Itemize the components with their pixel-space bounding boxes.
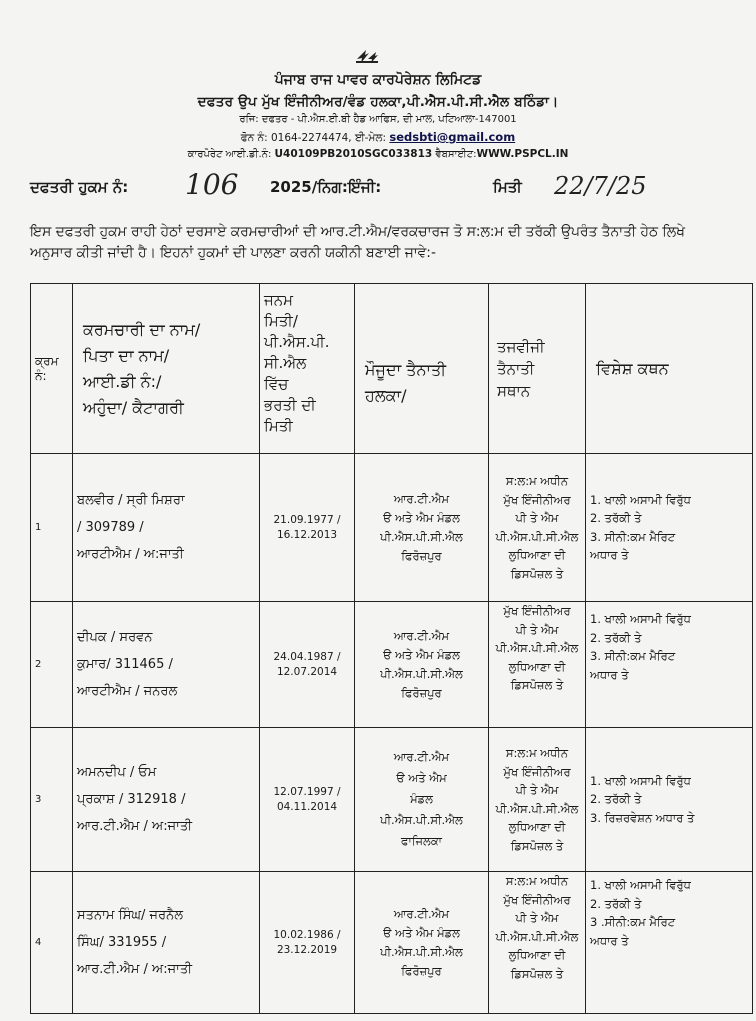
dob-joining: 12.07.1997 / 04.11.2014 bbox=[260, 728, 355, 872]
header-dob: ਜਨਮ ਮਿਤੀ/ ਪੀ.ਐਸ.ਪੀ. ਸੀ.ਐਲ ਵਿੱਚ ਭਰਤੀ ਦੀ ਮਿਤੀ bbox=[260, 284, 355, 454]
header-serial: ਕ੍ਰਮ ਨੰ: bbox=[31, 284, 73, 454]
remarks: 1. ਖਾਲੀ ਅਸਾਮੀ ਵਿਰੁੱਧ 2. ਤਰੱਕੀ ਤੇ 3. ਸੀਨੀ:ਕਮ ਮੈਰਿਟ ਅਧਾਰ ਤੇ bbox=[586, 602, 753, 728]
intro-paragraph: ਇਸ ਦਫਤਰੀ ਹੁਕਮ ਰਾਹੀ ਹੇਠਾਂ ਦਰਸਾਏ ਕਰਮਚਾਰੀਆਂ ਦੀ ਆਰ.ਟੀ.ਐਮ/ਵਰਕਚਾਰਜ ਤੋ ਸ:ਲ:ਮ ਦੀ ਤਰੱਕੀ ਉਪਰੰਤ ਤੈਨਾਤੀ ਹੇਠ ਲਿਖੇ ਅਨੁਸਾਰ ਕੀਤੀ ਜਾਂਦੀ ਹੈ। ਇਹਨਾਂ ਹੁਕਮਾਂ ਦੀ ਪਾਲਣਾ ਕਰਨੀ ਯਕੀਨੀ ਬਣਾਈ ਜਾਵੇ:- bbox=[30, 224, 685, 261]
cin-value: U40109PB2010SGC033813 bbox=[274, 148, 433, 160]
date-label: ਮਿਤੀ bbox=[493, 178, 522, 196]
current-posting: ਆਰ.ਟੀ.ਐਮ ੳ ਅਤੇ ਐਮ ਮੰਡਲ ਪੀ.ਐਸ.ਪੀ.ਸੀ.ਐਲ ਫਿਰੋਜ਼ਪੁਰ bbox=[355, 602, 489, 728]
proposed-posting: ਸ:ਲ:ਮ ਅਧੀਨ ਮੁੱਖ ਇੰਜੀਨੀਅਰ ਪੀ ਤੇ ਐਮ ਪੀ.ਐਸ.ਪੀ.ਸੀ.ਐਲ ਲੁਧਿਆਣਾ ਦੀ ਡਿਸਪੋਜ਼ਲ ਤੇ bbox=[489, 872, 586, 1014]
remarks: 1. ਖਾਲੀ ਅਸਾਮੀ ਵਿਰੁੱਧ 2. ਤਰੱਕੀ ਤੇ 3 .ਸੀਨੀ:ਕਮ ਮੈਰਿਟ ਅਧਾਰ ਤੇ bbox=[586, 872, 753, 1014]
contact-line bbox=[0, 130, 756, 145]
proposed-posting: ਸ:ਲ:ਮ ਅਧੀਨ ਮੁੱਖ ਇੰਜੀਨੀਅਰ ਪੀ ਤੇ ਐਮ ਪੀ.ਐਸ.ਪੀ.ਸੀ.ਐਲ ਲੁਧਿਆਣਾ ਦੀ ਡਿਸਪੋਜ਼ਲ ਤੇ bbox=[489, 728, 586, 872]
remarks: 1. ਖਾਲੀ ਅਸਾਮੀ ਵਿਰੁੱਧ 2. ਤਰੱਕੀ ਤੇ 3. ਸੀਨੀ:ਕਮ ਮੈਰਿਟ ਅਧਾਰ ਤੇ bbox=[586, 454, 753, 602]
transfer-table bbox=[30, 283, 753, 1014]
table-row bbox=[31, 872, 753, 1014]
phone-text: ਫੋਨ ਨੰ: 0164-2274474, ਈ-ਮੇਲ: bbox=[240, 132, 387, 144]
dob-joining: 10.02.1986 / 23.12.2019 bbox=[260, 872, 355, 1014]
header-proposed-posting: ਤਜਵੀਜੀ ਤੈਨਾਤੀ ਸਥਾਨ bbox=[489, 284, 586, 454]
employee-details: ਬਲਵੀਰ / ਸ੍ਰੀ ਮਿਸ਼ਰਾ / 309789 / ਆਰਟੀਐਮ / ਅ:ਜਾਤੀ bbox=[73, 454, 260, 602]
header-employee: ਕਰਮਚਾਰੀ ਦਾ ਨਾਮ/ ਪਿਤਾ ਦਾ ਨਾਮ/ ਆਈ.ਡੀ ਨੰ:/ ਅਹੁੰਦਾ/ ਕੈਟਾਗਰੀ bbox=[73, 284, 260, 454]
pspcl-logo-icon bbox=[354, 46, 380, 66]
order-label: ਦਫਤਰੀ ਹੁਕਮ ਨੰ: bbox=[30, 178, 129, 196]
dob-joining: 21.09.1977 / 16.12.2013 bbox=[260, 454, 355, 602]
remarks: 1. ਖਾਲੀ ਅਸਾਮੀ ਵਿਰੁੱਧ 2. ਤਰੱਕੀ ਤੇ 3. ਰਿਜ਼ਰਵੇਸ਼ਨ ਅਧਾਰ ਤੇ bbox=[586, 728, 753, 872]
corporate-id-line bbox=[0, 148, 756, 160]
table-header-row bbox=[31, 284, 753, 454]
current-posting: ਆਰ.ਟੀ.ਐਮ ੳ ਅਤੇ ਐਮ ਮੰਡਲ ਪੀ.ਐਸ.ਪੀ.ਸੀ.ਐਲ ਫਿਰੋਜ਼ਪੁਰ bbox=[355, 872, 489, 1014]
proposed-posting: ਸ:ਲ:ਮ ਅਧੀਨ ਮੁੱਖ ਇੰਜੀਨੀਅਰ ਪੀ ਤੇ ਐਮ ਪੀ.ਐਸ.ਪੀ.ਸੀ.ਐਲ ਲੁਧਿਆਣਾ ਦੀ ਡਿਸਪੋਜ਼ਲ ਤੇ bbox=[489, 454, 586, 602]
employee-details: ਦੀਪਕ / ਸਰਵਨ ਕੁਮਾਰ/ 311465 / ਆਰਟੀਐਮ / ਜਨਰਲ bbox=[73, 602, 260, 728]
email-link[interactable]: sedsbti@gmail.com bbox=[389, 130, 516, 144]
registered-office: ਰਜਿ: ਦਫਤਰ - ਪੀ.ਐਸ.ਈ.ਬੀ ਹੈਡ ਆਫਿਸ, ਦੀ ਮਾਲ, ਪਟਿਆਲਾ-147001 bbox=[239, 114, 517, 125]
order-date: 22/7/25 bbox=[554, 172, 647, 200]
row-serial: 1 bbox=[31, 454, 73, 602]
website-link[interactable]: WWW.PSPCL.IN bbox=[476, 148, 569, 160]
row-serial: 3 bbox=[31, 728, 73, 872]
order-reference: 2025/ਨਿਗ:ਇੰਜੀ: bbox=[270, 178, 382, 196]
table-row bbox=[31, 454, 753, 602]
website-label: ਵੈਬਸਾਈਟ: bbox=[435, 149, 477, 160]
order-number: 106 bbox=[185, 168, 239, 201]
header-current-posting: ਮੌਜੂਦਾ ਤੈਨਾਤੀ ਹਲਕਾ/ bbox=[355, 284, 489, 454]
company-name: ਪੰਜਾਬ ਰਾਜ ਪਾਵਰ ਕਾਰਪੋਰੇਸ਼ਨ ਲਿਮਿਟਡ bbox=[274, 72, 482, 88]
current-posting: ਆਰ.ਟੀ.ਐਮ ੳ ਅਤੇ ਐਮ ਮੰਡਲ ਪੀ.ਐਸ.ਪੀ.ਸੀ.ਐਲ ਫਿਰੋਜ਼ਪੁਰ bbox=[355, 454, 489, 602]
proposed-posting: ਮੁੱਖ ਇੰਜੀਨੀਅਰ ਪੀ ਤੇ ਐਮ ਪੀ.ਐਸ.ਪੀ.ਸੀ.ਐਲ ਲੁਧਿਆਣਾ ਦੀ ਡਿਸਪੋਜ਼ਲ ਤੇ bbox=[489, 602, 586, 728]
header-remarks: ਵਿਸ਼ੇਸ਼ ਕਥਨ bbox=[586, 284, 753, 454]
table-row bbox=[31, 602, 753, 728]
cin-label: ਕਾਰਪੋਰੇਟ ਆਈ.ਡੀ.ਨੰ: bbox=[187, 149, 272, 160]
table-row bbox=[31, 728, 753, 872]
office-name: ਦਫਤਰ ਉਪ ਮੁੱਖ ਇੰਜੀਨੀਅਰ/ਵੰਡ ਹਲਕਾ,ਪੀ.ਐਸ.ਪੀ.ਸੀ.ਐਲ ਬਠਿੰਡਾ। bbox=[197, 94, 559, 110]
row-serial: 4 bbox=[31, 872, 73, 1014]
employee-details: ਸਤਨਾਮ ਸਿੰਘ/ ਜਰਨੈਲ ਸਿੰਘ/ 331955 / ਆਰ.ਟੀ.ਐਮ / ਅ:ਜਾਤੀ bbox=[73, 872, 260, 1014]
employee-details: ਅਮਨਦੀਪ / ਓਮ ਪ੍ਰਕਾਸ਼ / 312918 / ਆਰ.ਟੀ.ਐਮ / ਅ:ਜਾਤੀ bbox=[73, 728, 260, 872]
dob-joining: 24.04.1987 / 12.07.2014 bbox=[260, 602, 355, 728]
current-posting: ਆਰ.ਟੀ.ਐਮ ੳ ਅਤੇ ਐਮ ਮੰਡਲ ਪੀ.ਐਸ.ਪੀ.ਸੀ.ਐਲ ਫਾਜਿਲਕਾ bbox=[355, 728, 489, 872]
row-serial: 2 bbox=[31, 602, 73, 728]
